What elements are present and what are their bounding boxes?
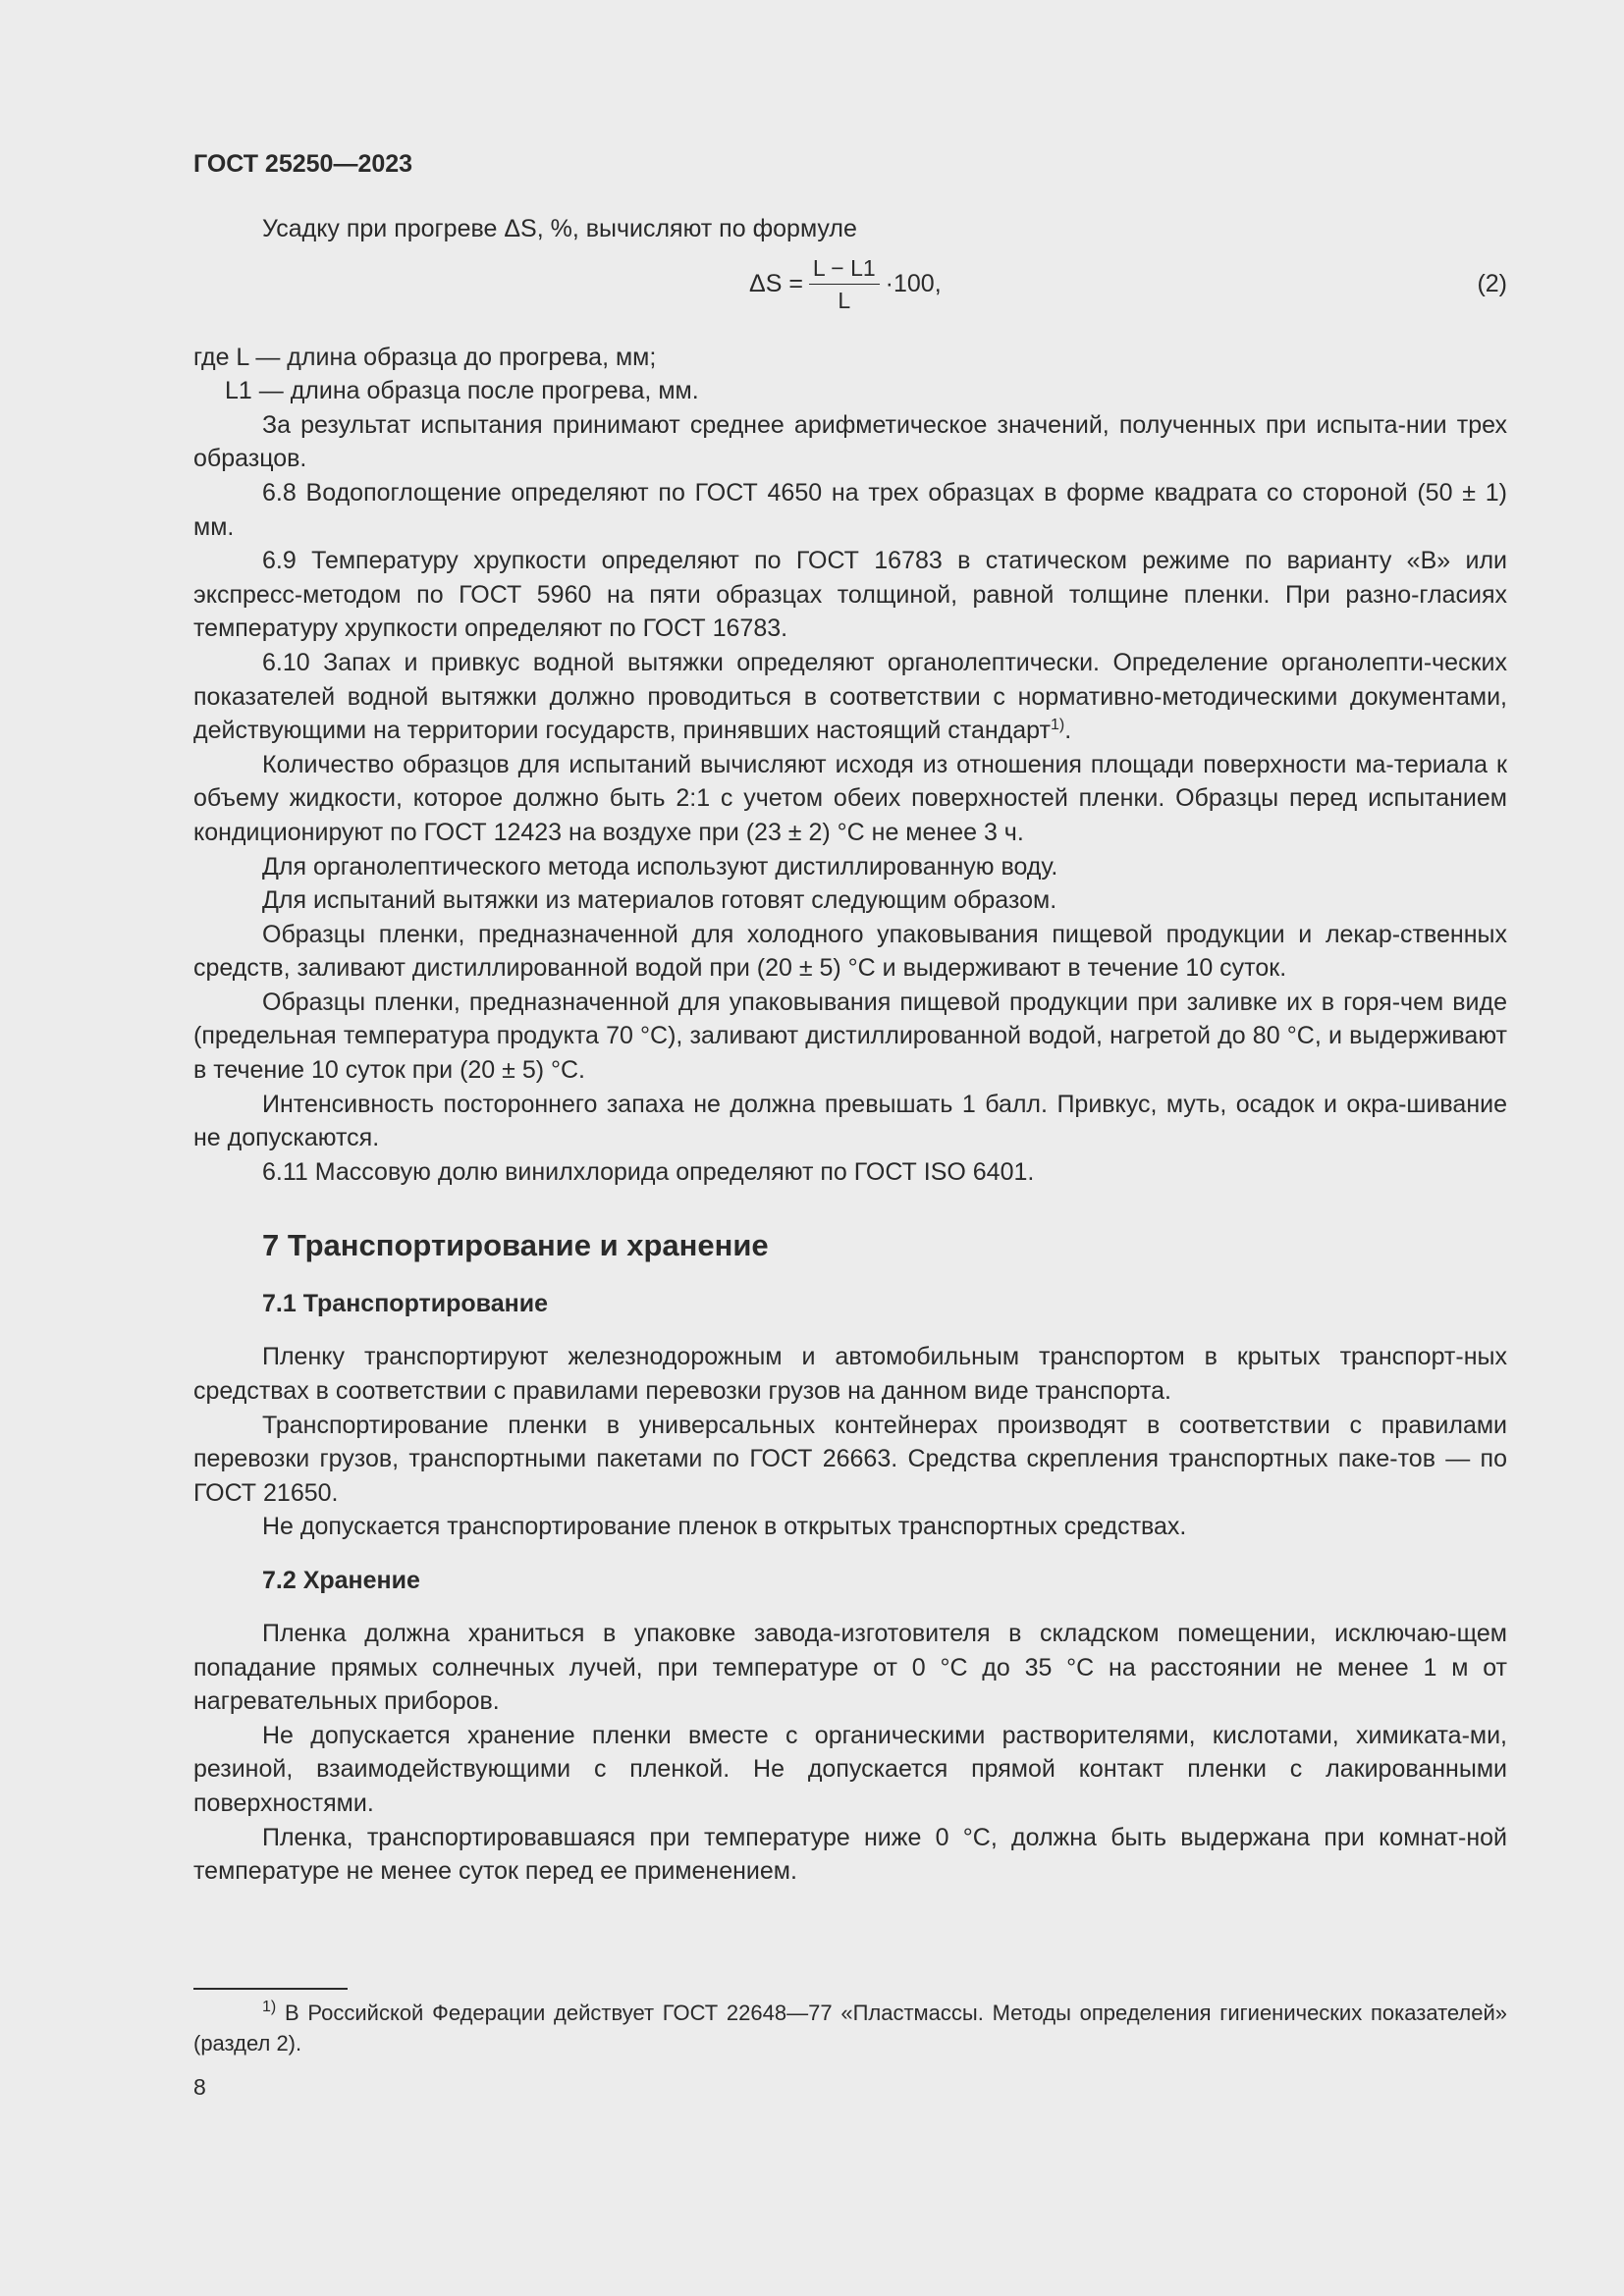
- paragraph-6-8: 6.8 Водопоглощение определяют по ГОСТ 4650 на трех образцах в форме квадрата со стороной (50 ± 1) мм.: [193, 478, 1507, 541]
- formula-numerator: L − L1: [809, 254, 880, 285]
- paragraph: Не допускается хранение пленки вместе с органическими растворителями, кислотами, химиката-ми, резиной, взаимодействующими с пленкой. Не допускается прямой контакт пленки с лакированными поверхностями.: [193, 1721, 1507, 1817]
- paragraph-6-11: 6.11 Массовую долю винилхлорида определяют по ГОСТ ISO 6401.: [262, 1157, 1035, 1186]
- paragraph: Для испытаний вытяжки из материалов готовят следующим образом.: [262, 886, 1057, 915]
- document-id: ГОСТ 25250—2023: [193, 150, 413, 178]
- paragraph: За результат испытания принимают среднее арифметическое значений, полученных при испыта-нии трех образцов.: [193, 410, 1507, 473]
- footnote: [193, 1998, 1507, 2058]
- formula-rhs: ·100,: [885, 270, 942, 298]
- paragraph: Пленка должна храниться в упаковке завода-изготовителя в складском помещении, исключаю-щем попадание прямых солнечных лучей, при температуре от 0 °С до 35 °С на расстоянии не менее 1 м от нагревательных приборов.: [193, 1620, 1507, 1716]
- formula-intro: Усадку при прогреве ΔS, %, вычисляют по формуле: [262, 215, 857, 242]
- paragraph: Образцы пленки, предназначенной для упаковывания пищевой продукции при заливке их в горя-чем виде (предельная температура продукта 70 °С), заливают дистиллированной водой, нагретой до 80 °С, и выдерживают в течение 10 суток при (20 ± 5) °С.: [193, 988, 1507, 1085]
- section-7-title: 7 Транспортирование и хранение: [262, 1228, 769, 1263]
- document-page: [193, 147, 1507, 1889]
- paragraph: Пленку транспортируют железнодорожным и автомобильным транспортом в крытых транспорт-ных средствах в соответствии с правилами перевозки грузов на данном виде транспорта.: [193, 1343, 1507, 1406]
- paragraph: Не допускается транспортирование пленок в открытых транспортных средствах.: [262, 1513, 1187, 1541]
- paragraph: Пленка, транспортировавшаяся при температуре ниже 0 °С, должна быть выдержана при комнат-ной температуре не менее суток перед ее применением.: [193, 1823, 1507, 1886]
- formula-body: [749, 252, 942, 317]
- formula-denominator: L: [838, 288, 851, 314]
- formula-2: [193, 248, 1507, 321]
- formula-fraction: [809, 254, 880, 314]
- subsection-7-1-title: 7.1 Транспортирование: [262, 1290, 548, 1318]
- subsection-7-2-title: 7.2 Хранение: [262, 1567, 420, 1594]
- paragraph: Интенсивность постороннего запаха не должна превышать 1 балл. Привкус, муть, осадок и окра-шивание не допускаются.: [193, 1090, 1507, 1152]
- paragraph-6-10-tail: .: [1064, 717, 1072, 745]
- paragraph: Транспортирование пленки в универсальных контейнерах производят в соответствии с правилами перевозки грузов, транспортными пакетами по ГОСТ 26663. Средства скрепления транспортных паке-тов — по ГОСТ 21650.: [193, 1411, 1507, 1507]
- formula-number: (2): [1477, 269, 1507, 297]
- paragraph-6-10-text: 6.10 Запах и привкус водной вытяжки определяют органолептически. Определение органолепти-ческих показателей водной вытяжки должно проводиться в соответствии с нормативно-методическими документами, действующими на территории государств, принявших настоящий стандарт: [193, 648, 1507, 745]
- formula-lhs: ΔS =: [749, 270, 803, 298]
- paragraph-6-10: [193, 646, 1507, 748]
- page-number: 8: [193, 2074, 206, 2100]
- where-line-1: где L — длина образца до прогрева, мм;: [193, 343, 657, 371]
- footnote-text: В Российской Федерации действует ГОСТ 22648—77 «Пластмассы. Методы определения гигиенических показателей» (раздел 2).: [193, 2001, 1507, 2056]
- footnote-reference[interactable]: 1): [1050, 717, 1065, 734]
- where-line-2: L1 — длина образца после прогрева, мм.: [225, 377, 699, 405]
- footnote-marker: 1): [262, 1999, 277, 2015]
- paragraph: Для органолептического метода используют дистиллированную воду.: [262, 852, 1058, 881]
- paragraph: Количество образцов для испытаний вычисляют исходя из отношения площади поверхности ма-териала к объему жидкости, которое должно быть 2:1 с учетом обеих поверхностей пленки. Образцы перед испытанием кондиционируют по ГОСТ 12423 на воздухе при (23 ± 2) °С не менее 3 ч.: [193, 750, 1507, 846]
- paragraph: Образцы пленки, предназначенной для холодного упаковывания пищевой продукции и лекар-ственных средств, заливают дистиллированной водой при (20 ± 5) °С и выдерживают в течение 10 суток.: [193, 920, 1507, 983]
- paragraph-6-9: 6.9 Температуру хрупкости определяют по ГОСТ 16783 в статическом режиме по варианту «В» или экспресс-методом по ГОСТ 5960 на пяти образцах толщиной, равной толщине пленки. При разно-гласиях температуру хрупкости определяют по ГОСТ 16783.: [193, 547, 1507, 643]
- footnote-separator: [193, 1988, 348, 1990]
